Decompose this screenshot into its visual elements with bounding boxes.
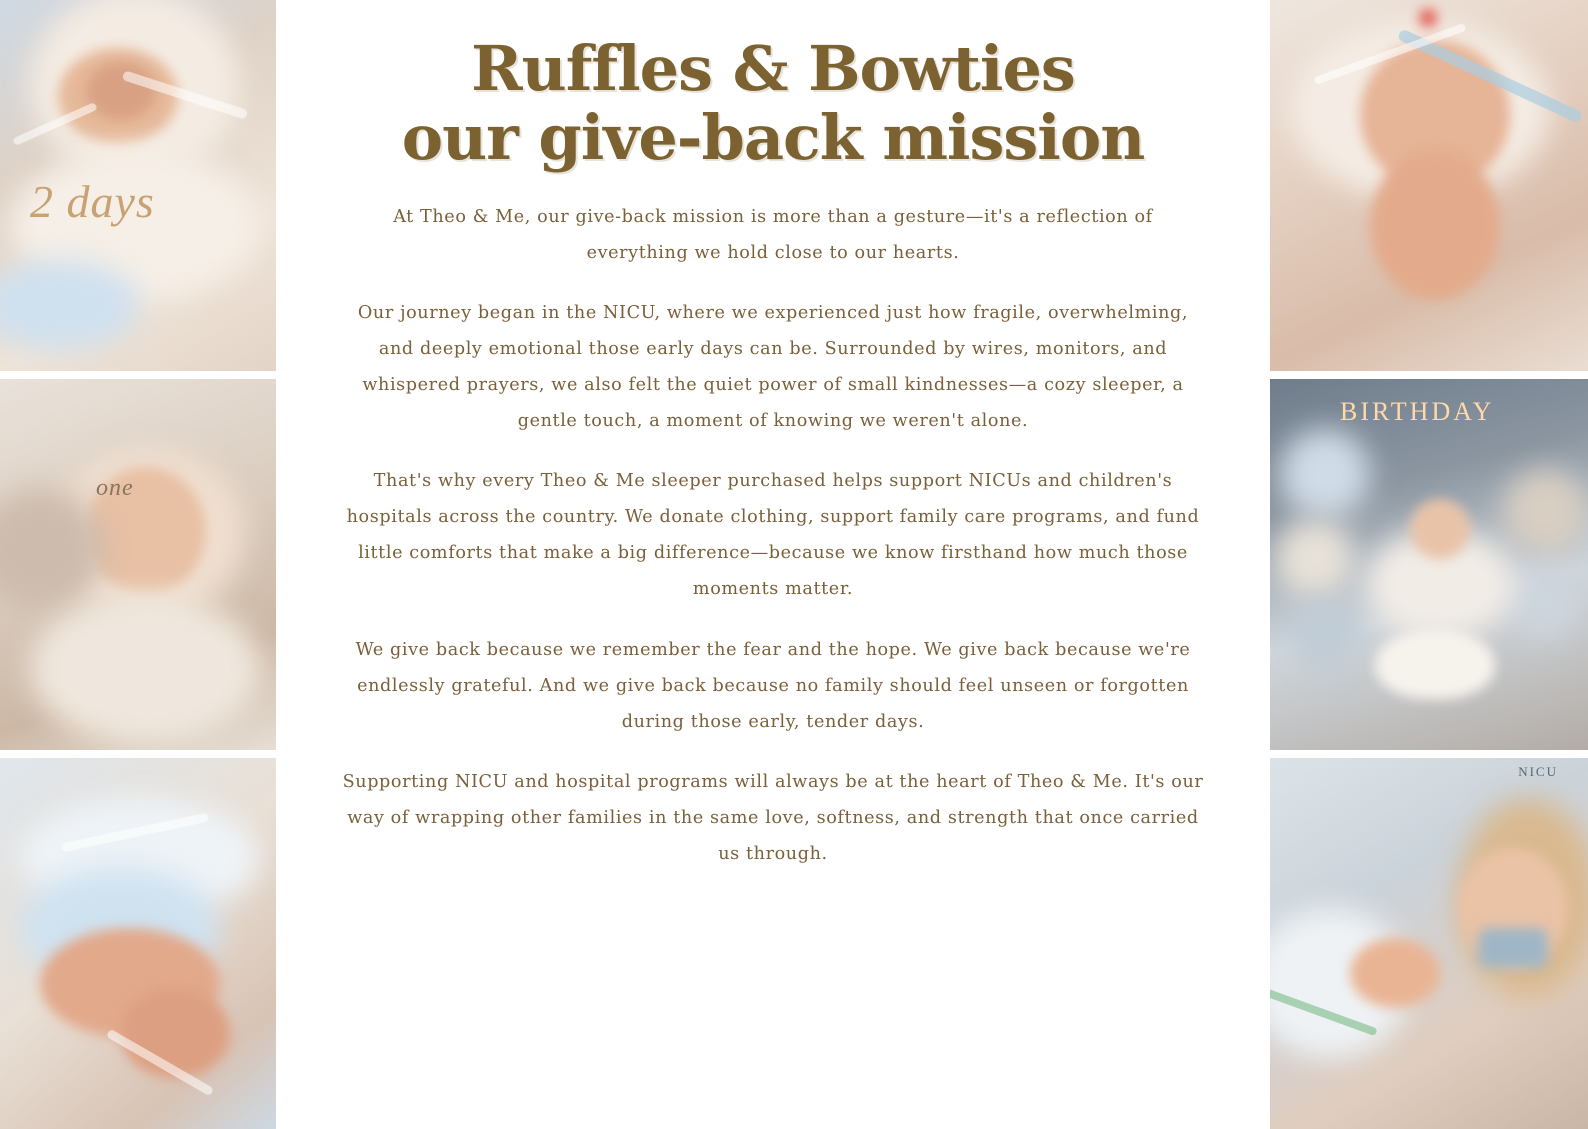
photo-shape — [1410, 499, 1470, 559]
mission-content — [276, 0, 1270, 1129]
page-title — [342, 34, 1204, 173]
photo-nicu-infant-overhead — [1270, 0, 1588, 371]
gallery-column-right — [1270, 0, 1588, 1129]
page-title-line-2: our give-back mission — [401, 101, 1145, 175]
mission-paragraph-3: That's why every Theo & Me sleeper purchased helps support NICUs and children's hospitals across the country. We donate clothing, support family care programs, and fund little comforts that make a big difference—because we know firsthand how much those moments matter. — [346, 471, 1200, 600]
page-title-line-1: Ruffles & Bowties — [471, 32, 1075, 105]
photo-balloon — [1503, 469, 1588, 554]
photo-shape — [30, 594, 260, 744]
photo-balloon — [1280, 429, 1370, 519]
gallery-column-left — [0, 0, 276, 1129]
photo-shape — [1375, 629, 1495, 699]
photo-first-birthday-two-fast — [1270, 379, 1588, 750]
photo-shape — [86, 62, 156, 120]
photo-shape — [120, 988, 230, 1078]
photo-nicu-baby-two-days — [0, 0, 276, 371]
mission-paragraph-2: Our journey began in the NICU, where we experienced just how fragile, overwhelming, and deeply emotional those early days can be. Surrounded by wires, monitors, and whispered prayers, we also felt the quiet power of small kindnesses—a cozy sleeper, a gentle touch, a moment of knowing we weren't alone. — [357, 303, 1189, 432]
mission-paragraph-1: At Theo & Me, our give-back mission is more than a gesture—it's a reflection of everything we hold close to our hearts. — [393, 206, 1153, 263]
photo-nicu-incubator-baby — [0, 758, 276, 1129]
photo-caption: BIRTHDAY — [1340, 397, 1495, 426]
photo-caption: 2 days — [30, 176, 155, 227]
mission-paragraph-5: Supporting NICU and hospital programs will always be at the heart of Theo & Me. It's our way of wrapping other families in the same love, softness, and strength that once carried us through. — [342, 771, 1204, 864]
photo-caption: one — [96, 475, 134, 501]
mission-paragraph-4: We give back because we remember the fear and the hope. We give back because we're endlessly grateful. And we give back because no family should feel unseen or forgotten during those early, tender days. — [355, 639, 1191, 732]
photo-shape — [1350, 938, 1440, 1008]
photo-face-mask — [1478, 928, 1548, 968]
photo-shape — [1420, 10, 1436, 26]
photo-mother-holding-nicu-baby — [1270, 758, 1588, 1129]
photo-caption: NICU — [1518, 764, 1558, 779]
photo-baby-one-crown — [0, 379, 276, 750]
photo-balloon — [1290, 599, 1360, 669]
photo-shape — [1370, 150, 1500, 300]
photo-balloon — [1508, 569, 1578, 639]
photo-balloon — [1275, 519, 1355, 599]
